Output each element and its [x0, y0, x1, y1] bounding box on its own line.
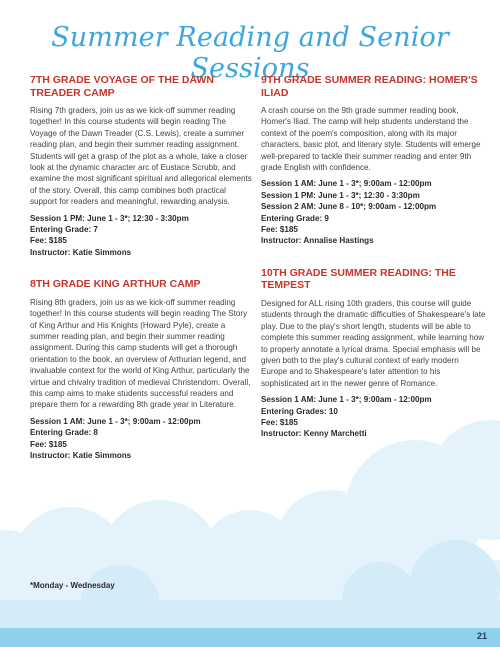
camp-session: Session 1 PM: June 1 - 3*; 12:30 - 3:30pm	[261, 190, 420, 200]
camp-instructor: Instructor: Annalise Hastings	[261, 236, 374, 246]
camp-description: A crash course on the 9th grade summer reading book, Homer's Iliad. The camp will help students understand the context of the poem's composition, along with its major characters, basic plot, and literary style. Students will emerge well-prepared to tackle their summer reading and enter 9th grade English with confidence.	[261, 106, 481, 173]
camp-session: Session 1 PM: June 1 - 3*; 12:30 - 3:30pm	[30, 213, 189, 223]
camp-fee: Fee: $185	[261, 417, 298, 427]
camp-section-8th-grade	[30, 278, 255, 461]
camp-instructor: Instructor: Kenny Marchetti	[261, 429, 367, 439]
camp-description: Rising 8th graders, join us as we kick-off summer reading together! In this course students will begin reading The Story of King Arthur and His Knights (Howard Pyle), create a summer reading plan, and begin their summer reading assignment. During this camp students will get a thorough orientation to the book, an overview of Arthurian legend, and invaluable context for the world of King Arthur, particularly the virtue and chivalry tradition of medieval Christendom. Overall, this camp aims to make students successful readers and prepare them for a rewarding 8th grade year in Literature.	[30, 297, 251, 410]
right-column	[261, 74, 486, 451]
footer-bar	[0, 628, 500, 647]
camp-title: 9TH GRADE SUMMER READING: HOMER'S ILIAD	[261, 74, 478, 99]
camp-grade: Entering Grade: 8	[30, 428, 98, 438]
camp-description: Designed for ALL rising 10th graders, this course will guide students through the dramatic difficulties of Shakespeare's late play. Due to the play's short length, students will be able to complete this summer reading assignment, while learning how to properly annotate a lyrical drama. Special emphasis will be given both to the play's cultural context of early modern Europe and to Shakespeare's later attention to his sophisticated art in the newer genre of Romance.	[261, 298, 486, 388]
camp-session: Session 1 AM: June 1 - 3*; 9:00am - 12:00pm	[30, 416, 201, 426]
schedule-footnote: *Monday - Wednesday	[30, 581, 115, 590]
camp-session: Session 1 AM: June 1 - 3*; 9:00am - 12:00pm	[261, 395, 432, 405]
page-title: Summer Reading and Senior Sessions	[51, 22, 449, 84]
camp-session: Session 1 AM: June 1 - 3*; 9:00am - 12:00pm	[261, 179, 432, 189]
camp-section-10th-grade	[261, 267, 486, 440]
camp-grade: Entering Grade: 7	[30, 225, 98, 235]
camp-fee: Fee: $185	[30, 439, 67, 449]
camp-section-7th-grade	[30, 74, 255, 258]
camp-title: 7TH GRADE VOYAGE OF THE DAWN TREADER CAMP	[30, 74, 214, 99]
camp-title: 8TH GRADE KING ARTHUR CAMP	[30, 278, 201, 291]
camp-grade: Entering Grades: 10	[261, 406, 338, 416]
camp-description: Rising 7th graders, join us as we kick-off summer reading together! In this course students will begin reading The Voyage of the Dawn Treader (C.S. Lewis), create a summer reading plan, and begin their summer reading assignment. Students will get a grasp of the plot as a whole, take a closer look at the dynamic character arc of Eustace Scrubb, and examine the most significant spiritual and allegorical elements of the story. Overall, this camp combines both practical support for readers and meaningful, rewarding analysis.	[30, 106, 252, 207]
camp-fee: Fee: $185	[30, 236, 67, 246]
camp-instructor: Instructor: Katie Simmons	[30, 451, 132, 461]
camp-fee: Fee: $185	[261, 225, 298, 235]
camp-section-9th-grade	[261, 74, 486, 247]
left-column	[30, 74, 255, 472]
camp-session: Session 2 AM: June 8 - 10*; 9:00am - 12:00pm	[261, 202, 437, 212]
camp-instructor: Instructor: Katie Simmons	[30, 247, 132, 257]
page-number: 21	[476, 631, 487, 641]
camp-title: 10TH GRADE SUMMER READING: THE TEMPEST	[261, 266, 456, 292]
camp-grade: Entering Grade: 9	[261, 213, 329, 223]
